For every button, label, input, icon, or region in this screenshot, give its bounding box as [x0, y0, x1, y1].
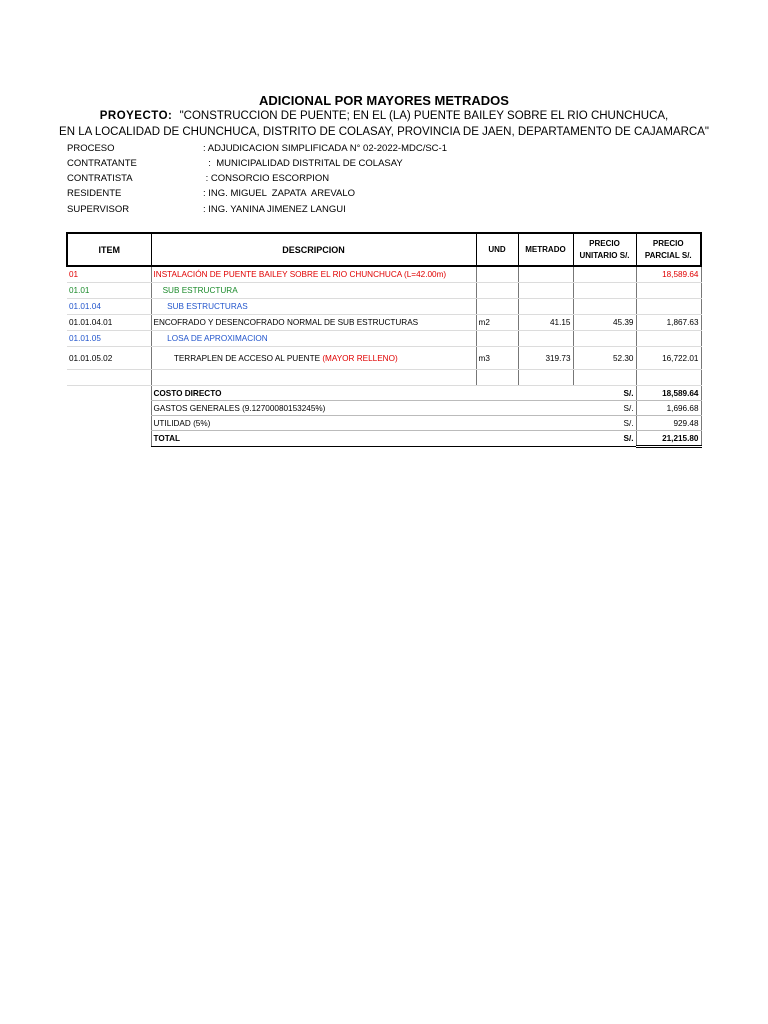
header-precio-unitario: PRECIO UNITARIO S/. [573, 233, 636, 266]
header-metrado: METRADO [518, 233, 573, 266]
total-label: GASTOS GENERALES (9.12700080153245%) [151, 401, 573, 416]
row-metrado: 319.73 [518, 347, 573, 370]
row-metrado [518, 299, 573, 315]
total-label: UTILIDAD (5%) [151, 416, 573, 431]
row-pp: 16,722.01 [636, 347, 701, 370]
total-amount: 21,215.80 [636, 431, 701, 447]
total-currency: S/. [573, 416, 636, 431]
row-desc: TERRAPLEN DE ACCESO AL PUENTE (MAYOR RELLENO) [151, 347, 476, 370]
info-value: : MUNICIPALIDAD DISTRITAL DE COLASAY [203, 158, 403, 169]
row-pp: 1,867.63 [636, 315, 701, 331]
table-row [67, 266, 701, 283]
table-header [67, 233, 701, 266]
info-key: CONTRATANTE [67, 158, 137, 169]
project-line-1 [0, 110, 768, 122]
total-currency: S/. [573, 431, 636, 447]
row-desc: LOSA DE APROXIMACION [151, 331, 476, 347]
row-desc-note: (MAYOR RELLENO) [322, 353, 398, 363]
total-amount: 18,589.64 [636, 386, 701, 401]
info-key: PROCESO [67, 143, 115, 154]
total-label: TOTAL [151, 431, 573, 447]
row-metrado [518, 331, 573, 347]
row-desc: INSTALACIÓN DE PUENTE BAILEY SOBRE EL RIO CHUNCHUCA (L=42.00m) [151, 266, 476, 283]
info-value: : ING. MIGUEL ZAPATA AREVALO [203, 188, 356, 199]
table-row [67, 299, 701, 315]
total-currency: S/. [573, 401, 636, 416]
row-metrado [518, 266, 573, 283]
total-amount: 1,696.68 [636, 401, 701, 416]
header-precio-parcial: PRECIO PARCIAL S/. [636, 233, 701, 266]
budget-table [66, 232, 702, 448]
header-item: ITEM [67, 233, 151, 266]
row-item: 01.01 [67, 283, 151, 299]
total-amount: 929.48 [636, 416, 701, 431]
project-name-part1: "CONSTRUCCION DE PUENTE; EN EL (LA) PUENTE BAILEY SOBRE EL RIO CHUNCHUCA, [179, 110, 669, 122]
row-desc: ENCOFRADO Y DESENCOFRADO NORMAL DE SUB ESTRUCTURAS [151, 315, 476, 331]
table-row [67, 283, 701, 299]
row-item: 01.01.05.02 [67, 347, 151, 370]
row-pu: 45.39 [573, 315, 636, 331]
header-und: UND [476, 233, 518, 266]
table-row [67, 331, 701, 347]
header-descripcion: DESCRIPCION [151, 233, 476, 266]
document-title: ADICIONAL POR MAYORES METRADOS [259, 93, 509, 108]
row-pp [636, 283, 701, 299]
row-pu [573, 266, 636, 283]
row-desc: SUB ESTRUCTURA [151, 283, 476, 299]
row-und [476, 266, 518, 283]
total-row-costo-directo [67, 386, 701, 401]
info-value: : ING. YANINA JIMENEZ LANGUI [203, 204, 346, 215]
row-item: 01 [67, 266, 151, 283]
row-pu [573, 331, 636, 347]
info-value: : ADJUDICACION SIMPLIFICADA N° 02-2022-MDC/SC-1 [203, 143, 447, 154]
row-und: m3 [476, 347, 518, 370]
row-pu [573, 299, 636, 315]
row-und [476, 299, 518, 315]
row-pu: 52.30 [573, 347, 636, 370]
row-und: m2 [476, 315, 518, 331]
table-row [67, 315, 701, 331]
info-value: : CONSORCIO ESCORPION [203, 173, 330, 184]
total-row-total [67, 431, 701, 447]
row-pp [636, 331, 701, 347]
project-line-2: EN LA LOCALIDAD DE CHUNCHUCA, DISTRITO DE COLASAY, PROVINCIA DE JAEN, DEPARTAMENTO DE CAJAMARCA" [59, 126, 709, 138]
row-item: 01.01.05 [67, 331, 151, 347]
info-key: CONTRATISTA [67, 173, 133, 184]
total-row-utilidad [67, 416, 701, 431]
table-row-spacer [67, 370, 701, 386]
row-item: 01.01.04.01 [67, 315, 151, 331]
table-row [67, 347, 701, 370]
row-pp [636, 299, 701, 315]
row-metrado: 41.15 [518, 315, 573, 331]
project-label: PROYECTO: [99, 110, 173, 122]
row-und [476, 331, 518, 347]
row-desc: SUB ESTRUCTURAS [151, 299, 476, 315]
total-currency: S/. [573, 386, 636, 401]
info-key: RESIDENTE [67, 188, 122, 199]
total-label: COSTO DIRECTO [151, 386, 573, 401]
info-key: SUPERVISOR [67, 204, 130, 215]
row-metrado [518, 283, 573, 299]
row-item: 01.01.04 [67, 299, 151, 315]
row-pp: 18,589.64 [636, 266, 701, 283]
total-row-gastos-generales [67, 401, 701, 416]
row-und [476, 283, 518, 299]
row-pu [573, 283, 636, 299]
